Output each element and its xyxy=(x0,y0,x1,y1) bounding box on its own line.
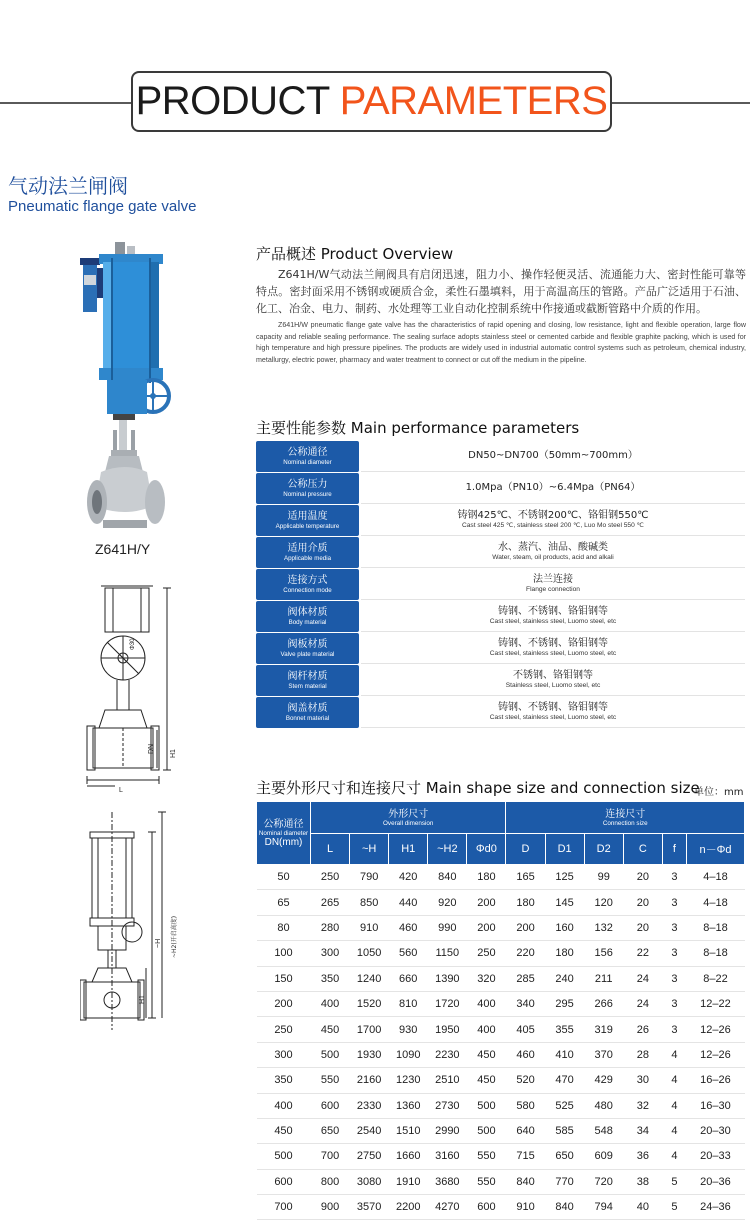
performance-value: 1.0Mpa（PN10）~6.4Mpa（PN64） xyxy=(361,473,745,504)
performance-row xyxy=(256,569,745,600)
performance-row xyxy=(256,441,745,472)
table-cell: 525 xyxy=(545,1093,584,1118)
table-cell: 99 xyxy=(584,865,623,890)
valve-outline-drawing xyxy=(85,580,205,795)
table-cell: 340 xyxy=(506,991,545,1016)
table-cell: 2330 xyxy=(350,1093,389,1118)
table-row xyxy=(257,1118,745,1143)
table-cell: 1930 xyxy=(350,1042,389,1067)
column-header: C xyxy=(623,834,662,865)
drawing-h1-label: H1 xyxy=(170,749,177,758)
table-cell: 2730 xyxy=(428,1093,467,1118)
header-rule-right xyxy=(612,102,750,104)
table-cell: 480 xyxy=(584,1093,623,1118)
overview-title: 产品概述 Product Overview xyxy=(256,245,454,263)
table-cell: 156 xyxy=(584,941,623,966)
table-cell: 300 xyxy=(311,941,350,966)
table-cell: 840 xyxy=(506,1169,545,1194)
table-cell: 4 xyxy=(662,1068,686,1093)
column-header: D xyxy=(506,834,545,865)
table-cell: 28 xyxy=(623,1042,662,1067)
table-row xyxy=(257,1068,745,1093)
performance-label: 公称通径 Nominal diameter xyxy=(256,441,359,472)
table-cell: 2510 xyxy=(428,1068,467,1093)
table-cell: 200 xyxy=(257,991,311,1016)
table-cell: 12–22 xyxy=(686,991,744,1016)
table-cell: 3 xyxy=(662,1017,686,1042)
table-row xyxy=(257,1195,745,1220)
table-cell: 350 xyxy=(257,1068,311,1093)
table-cell: 429 xyxy=(584,1068,623,1093)
table-cell: 8–22 xyxy=(686,966,744,991)
column-header: n－Φd xyxy=(686,834,744,865)
table-cell: 850 xyxy=(350,890,389,915)
table-cell: 1390 xyxy=(428,966,467,991)
performance-value: 铸钢、不锈钢、铬钼钢等 Cast steel, stainless steel, Luomo steel, etc xyxy=(361,601,745,632)
performance-label: 阀体材质 Body material xyxy=(256,601,359,632)
table-cell: 790 xyxy=(350,865,389,890)
table-cell: 460 xyxy=(506,1042,545,1067)
table-cell: 30 xyxy=(623,1068,662,1093)
table-cell: 12–26 xyxy=(686,1042,744,1067)
drawing-phi-label: Φ30 xyxy=(130,638,136,650)
table-cell: 405 xyxy=(506,1017,545,1042)
performance-row xyxy=(256,601,745,632)
performance-label: 适用温度 Applicable temperature xyxy=(256,505,359,536)
performance-table xyxy=(256,441,745,729)
performance-title: 主要性能参数 Main performance parameters xyxy=(256,419,580,437)
table-cell: 125 xyxy=(545,865,584,890)
table-cell: 3 xyxy=(662,915,686,940)
table-cell: 65 xyxy=(257,890,311,915)
table-cell: 40 xyxy=(623,1195,662,1220)
table-cell: 1150 xyxy=(428,941,467,966)
table-cell: 211 xyxy=(584,966,623,991)
table-cell: 265 xyxy=(311,890,350,915)
table-cell: 420 xyxy=(389,865,428,890)
table-row xyxy=(257,865,745,890)
performance-row xyxy=(256,537,745,568)
table-row xyxy=(257,890,745,915)
table-cell: 910 xyxy=(506,1195,545,1220)
table-cell: 250 xyxy=(467,941,506,966)
table-cell: 266 xyxy=(584,991,623,1016)
table-cell: 500 xyxy=(311,1042,350,1067)
performance-value: 铸钢、不锈钢、铬钼钢等 Cast steel, stainless steel, Luomo steel, etc xyxy=(361,697,745,728)
table-cell: 20–33 xyxy=(686,1144,744,1169)
table-cell: 300 xyxy=(257,1042,311,1067)
table-cell: 450 xyxy=(467,1042,506,1067)
dimension-table xyxy=(256,801,745,1220)
table-cell: 295 xyxy=(545,991,584,1016)
table-cell: 250 xyxy=(311,865,350,890)
table-cell: 180 xyxy=(506,890,545,915)
table-cell: 930 xyxy=(389,1017,428,1042)
table-cell: 600 xyxy=(467,1195,506,1220)
table-cell: 350 xyxy=(311,966,350,991)
table-cell: 200 xyxy=(506,915,545,940)
table-cell: 4 xyxy=(662,1093,686,1118)
table-row xyxy=(257,915,745,940)
table-cell: 580 xyxy=(506,1093,545,1118)
table-cell: 1520 xyxy=(350,991,389,1016)
product-name-en: Pneumatic flange gate valve xyxy=(8,198,197,215)
table-cell: 8–18 xyxy=(686,915,744,940)
table-cell: 20–30 xyxy=(686,1118,744,1143)
table-cell: 800 xyxy=(311,1169,350,1194)
table-cell: 700 xyxy=(311,1144,350,1169)
table-cell: 500 xyxy=(467,1093,506,1118)
table-cell: 80 xyxy=(257,915,311,940)
table-cell: 440 xyxy=(389,890,428,915)
table-cell: 3 xyxy=(662,966,686,991)
table-cell: 160 xyxy=(545,915,584,940)
table-cell: 370 xyxy=(584,1042,623,1067)
product-name-cn: 气动法兰闸阀 xyxy=(8,174,128,198)
table-cell: 2750 xyxy=(350,1144,389,1169)
table-cell: 200 xyxy=(467,915,506,940)
table-cell: 900 xyxy=(311,1195,350,1220)
table-cell: 920 xyxy=(428,890,467,915)
table-row xyxy=(257,1042,745,1067)
table-cell: 355 xyxy=(545,1017,584,1042)
table-cell: 8–18 xyxy=(686,941,744,966)
header-nominal-diameter: 公称通径 Nominal diameter DN(mm) xyxy=(257,802,311,865)
table-cell: 24 xyxy=(623,966,662,991)
table-cell: 1240 xyxy=(350,966,389,991)
table-cell: 450 xyxy=(467,1068,506,1093)
drawing-h1b-label: H1 xyxy=(139,995,146,1004)
table-cell: 240 xyxy=(545,966,584,991)
table-cell: 400 xyxy=(467,1017,506,1042)
table-cell: 12–26 xyxy=(686,1017,744,1042)
table-cell: 5 xyxy=(662,1195,686,1220)
title-word-parameters: PARAMETERS xyxy=(339,79,608,123)
performance-value: 不锈钢、铬钼钢等 Stainless steel, Luomo steel, etc xyxy=(361,665,745,696)
table-cell: 3080 xyxy=(350,1169,389,1194)
title-word-product: PRODUCT xyxy=(135,79,330,123)
table-cell: 3160 xyxy=(428,1144,467,1169)
table-row xyxy=(257,1169,745,1194)
table-cell: 320 xyxy=(467,966,506,991)
column-header: ~H xyxy=(350,834,389,865)
table-row xyxy=(257,1017,745,1042)
page-title xyxy=(131,71,612,132)
performance-label: 阀盖材质 Bonnet material xyxy=(256,697,359,728)
drawing-h-label: ~H xyxy=(155,938,162,948)
table-cell: 770 xyxy=(545,1169,584,1194)
table-cell: 550 xyxy=(311,1068,350,1093)
table-cell: 4270 xyxy=(428,1195,467,1220)
performance-row xyxy=(256,665,745,696)
table-cell: 24–36 xyxy=(686,1195,744,1220)
performance-row xyxy=(256,473,745,504)
table-cell: 145 xyxy=(545,890,584,915)
table-cell: 16–30 xyxy=(686,1093,744,1118)
table-cell: 450 xyxy=(257,1118,311,1143)
table-cell: 450 xyxy=(311,1017,350,1042)
performance-value: 铸钢、不锈钢、铬钼钢等 Cast steel, stainless steel, Luomo steel, etc xyxy=(361,633,745,664)
header-connection-size: 连接尺寸 Connection size xyxy=(506,802,745,834)
table-cell: 4 xyxy=(662,1118,686,1143)
table-cell: 285 xyxy=(506,966,545,991)
table-cell: 794 xyxy=(584,1195,623,1220)
table-cell: 500 xyxy=(257,1144,311,1169)
table-cell: 319 xyxy=(584,1017,623,1042)
table-cell: 400 xyxy=(311,991,350,1016)
table-cell: 3570 xyxy=(350,1195,389,1220)
table-cell: 180 xyxy=(545,941,584,966)
column-header: L xyxy=(311,834,350,865)
table-cell: 1720 xyxy=(428,991,467,1016)
table-cell: 500 xyxy=(467,1118,506,1143)
table-cell: 38 xyxy=(623,1169,662,1194)
table-row xyxy=(257,941,745,966)
table-cell: 700 xyxy=(257,1195,311,1220)
table-cell: 460 xyxy=(389,915,428,940)
table-cell: 609 xyxy=(584,1144,623,1169)
table-cell: 910 xyxy=(350,915,389,940)
table-cell: 2160 xyxy=(350,1068,389,1093)
column-header: D1 xyxy=(545,834,584,865)
table-cell: 660 xyxy=(389,966,428,991)
performance-label: 连接方式 Connection mode xyxy=(256,569,359,600)
table-cell: 250 xyxy=(257,1017,311,1042)
table-cell: 4–18 xyxy=(686,865,744,890)
table-cell: 34 xyxy=(623,1118,662,1143)
drawing-l-label: L xyxy=(119,787,123,794)
performance-value: 法兰连接 Flange connection xyxy=(361,569,745,600)
table-cell: 5 xyxy=(662,1169,686,1194)
pneumatic-valve-image xyxy=(75,240,175,538)
table-cell: 32 xyxy=(623,1093,662,1118)
performance-value: 水、蒸汽、油品、酸碱类 Water, steam, oil products, acid and alkali xyxy=(361,537,745,568)
performance-label: 阀杆材质 Stem material xyxy=(256,665,359,696)
table-cell: 600 xyxy=(311,1093,350,1118)
table-cell: 1700 xyxy=(350,1017,389,1042)
table-cell: 20–36 xyxy=(686,1169,744,1194)
table-cell: 640 xyxy=(506,1118,545,1143)
table-cell: 220 xyxy=(506,941,545,966)
performance-label: 适用介质 Applicable media xyxy=(256,537,359,568)
performance-label: 阀板材质 Valve plate material xyxy=(256,633,359,664)
drawing-dn-label: DN xyxy=(148,743,155,754)
column-header: f xyxy=(662,834,686,865)
overview-text-cn: Z641H/W气动法兰闸阀具有启闭迅速，阻力小、操作轻便灵活、流通能力大、密封性能可靠等特点。密封面采用不锈钢或硬质合金，柔性石墨填料，用于高温高压的管路。产品广泛适用于石油、化工、冶金、电力、制药、水处理等工业自动化控制系统中作接通或截断管路中介质的作用。 xyxy=(256,268,746,315)
overview-text-en: Z641H/W pneumatic flange gate valve has the characteristics of rapid opening and closing, low resistance, light and flexible operation, large flow capacity and reliable sealing performance. The sealing surface adopts stainless steel or cemented carbide and flexible graphite packing, which is used for high temperature and high pressure pipelines. The products are widely used in industrial automatic control systems such as petroleum, chemical industry, metallurgy, electric power, pharmacy and water treatment to connect or cut off the medium in the pipeline. xyxy=(256,321,746,364)
header-overall-dimension: 外形尺寸 Overall dimension xyxy=(311,802,506,834)
table-cell: 4–18 xyxy=(686,890,744,915)
table-cell: 3 xyxy=(662,890,686,915)
table-cell: 520 xyxy=(506,1068,545,1093)
performance-row xyxy=(256,633,745,664)
table-cell: 650 xyxy=(311,1118,350,1143)
table-cell: 840 xyxy=(545,1195,584,1220)
table-cell: 585 xyxy=(545,1118,584,1143)
table-cell: 132 xyxy=(584,915,623,940)
product-model: Z641H/Y xyxy=(95,541,151,557)
table-cell: 560 xyxy=(389,941,428,966)
table-cell: 600 xyxy=(257,1169,311,1194)
performance-label: 公称压力 Nominal pressure xyxy=(256,473,359,504)
table-row xyxy=(257,1093,745,1118)
table-cell: 715 xyxy=(506,1144,545,1169)
table-cell: 3 xyxy=(662,991,686,1016)
table-cell: 400 xyxy=(467,991,506,1016)
table-cell: 26 xyxy=(623,1017,662,1042)
table-cell: 2230 xyxy=(428,1042,467,1067)
table-cell: 550 xyxy=(467,1144,506,1169)
table-cell: 1510 xyxy=(389,1118,428,1143)
table-cell: 1360 xyxy=(389,1093,428,1118)
table-cell: 200 xyxy=(467,890,506,915)
table-cell: 24 xyxy=(623,991,662,1016)
performance-row xyxy=(256,505,745,536)
column-header: H1 xyxy=(389,834,428,865)
table-cell: 810 xyxy=(389,991,428,1016)
table-cell: 3 xyxy=(662,941,686,966)
performance-value: DN50~DN700（50mm~700mm） xyxy=(361,441,745,472)
table-cell: 548 xyxy=(584,1118,623,1143)
table-row xyxy=(257,991,745,1016)
column-header: Φd0 xyxy=(467,834,506,865)
table-cell: 1050 xyxy=(350,941,389,966)
table-cell: 3680 xyxy=(428,1169,467,1194)
table-cell: 990 xyxy=(428,915,467,940)
table-cell: 470 xyxy=(545,1068,584,1093)
table-cell: 1230 xyxy=(389,1068,428,1093)
table-cell: 4 xyxy=(662,1042,686,1067)
table-cell: 165 xyxy=(506,865,545,890)
table-cell: 840 xyxy=(428,865,467,890)
drawing-stroke-label: ~H2(开启高度) xyxy=(171,915,178,958)
table-cell: 1090 xyxy=(389,1042,428,1067)
table-cell: 22 xyxy=(623,941,662,966)
table-cell: 180 xyxy=(467,865,506,890)
table-cell: 20 xyxy=(623,865,662,890)
table-cell: 2990 xyxy=(428,1118,467,1143)
column-header: ~H2 xyxy=(428,834,467,865)
table-cell: 720 xyxy=(584,1169,623,1194)
column-header: D2 xyxy=(584,834,623,865)
table-cell: 4 xyxy=(662,1144,686,1169)
table-cell: 1950 xyxy=(428,1017,467,1042)
table-cell: 20 xyxy=(623,890,662,915)
table-row xyxy=(257,1144,745,1169)
table-cell: 400 xyxy=(257,1093,311,1118)
performance-value: 铸钢425℃、不锈钢200℃、铬钼钢550℃ Cast steel 425 ℃, stainless steel 200 ℃, Luo Mo steel 550 ℃ xyxy=(361,505,745,536)
table-cell: 16–26 xyxy=(686,1068,744,1093)
table-cell: 550 xyxy=(467,1169,506,1194)
table-cell: 50 xyxy=(257,865,311,890)
table-cell: 1660 xyxy=(389,1144,428,1169)
unit-label: 单位：mm xyxy=(694,787,744,798)
valve-dimension-drawing xyxy=(80,808,200,1033)
table-cell: 2540 xyxy=(350,1118,389,1143)
table-cell: 1910 xyxy=(389,1169,428,1194)
header-rule-left xyxy=(0,102,131,104)
table-cell: 3 xyxy=(662,865,686,890)
table-row xyxy=(257,966,745,991)
table-cell: 150 xyxy=(257,966,311,991)
table-cell: 2200 xyxy=(389,1195,428,1220)
table-cell: 100 xyxy=(257,941,311,966)
shape-title: 主要外形尺寸和连接尺寸 Main shape size and connection size xyxy=(256,779,700,797)
table-cell: 650 xyxy=(545,1144,584,1169)
table-cell: 20 xyxy=(623,915,662,940)
table-cell: 36 xyxy=(623,1144,662,1169)
table-cell: 120 xyxy=(584,890,623,915)
table-cell: 280 xyxy=(311,915,350,940)
table-cell: 410 xyxy=(545,1042,584,1067)
performance-row xyxy=(256,697,745,728)
